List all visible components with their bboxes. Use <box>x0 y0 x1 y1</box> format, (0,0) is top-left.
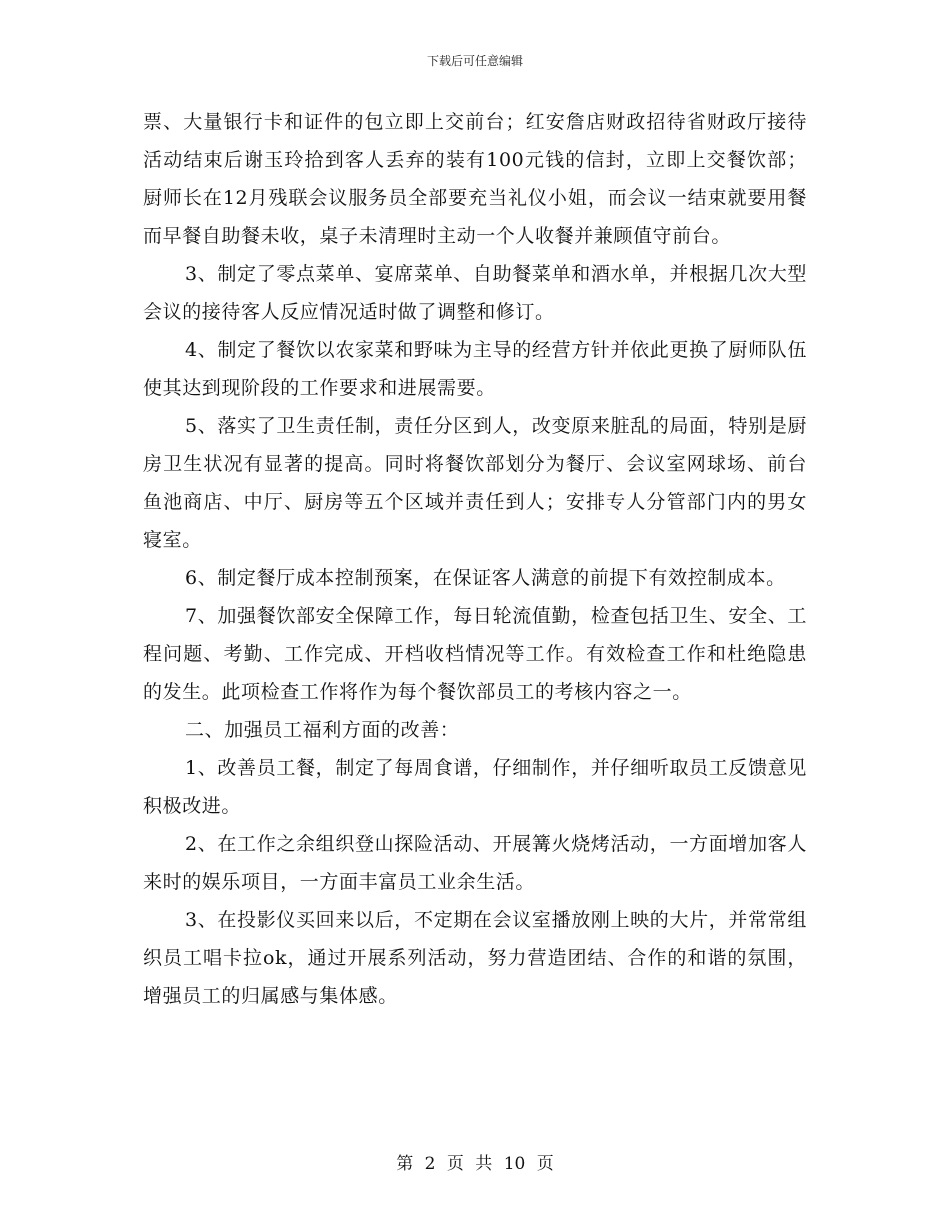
paragraph-item-4-policy: 4、制定了餐饮以农家菜和野味为主导的经营方针并依此更换了厨师队伍使其达到现阶段的工作要求和进展需要。 <box>143 339 807 399</box>
paragraph-welfare-1-meals: 1、改善员工餐，制定了每周食谱，仔细制作，并仔细听取员工反馈意见积极改进。 <box>143 757 807 817</box>
paragraph-item-6-cost: 6、制定餐厅成本控制预案，在保证客人满意的前提下有效控制成本。 <box>185 567 786 589</box>
paragraph-continuation: 票、大量银行卡和证件的包立即上交前台；红安詹店财政招待省财政厅接待活动结束后谢玉玲拾到客人丢弃的装有100元钱的信封，立即上交餐饮部；厨师长在12月残联会议服务员全部要充当礼仪小姐，而会议一结束就要用餐而早餐自助餐未收，桌子未清理时主动一个人收餐并兼顾值守前台。 <box>143 111 807 247</box>
paragraph-item-5-hygiene: 5、落实了卫生责任制，责任分区到人，改变原来脏乱的局面，特别是厨房卫生状况有显著的提高。同时将餐饮部划分为餐厅、会议室网球场、前台鱼池商店、中厅、厨房等五个区域并责任到人；安排专人分管部门内的男女寝室。 <box>143 415 807 551</box>
section-heading-welfare: 二、加强员工福利方面的改善： <box>185 719 460 741</box>
document-body <box>143 103 807 1015</box>
page-header: 下载后可任意编辑 <box>426 54 523 68</box>
paragraph-item-3-menus: 3、制定了零点菜单、宴席菜单、自助餐菜单和酒水单，并根据几次大型会议的接待客人反应情况适时做了调整和修订。 <box>143 263 807 323</box>
paragraph-welfare-3-projector: 3、在投影仪买回来以后，不定期在会议室播放刚上映的大片，并常常组织员工唱卡拉ok，通过开展系列活动，努力营造团结、合作的和谐的氛围，增强员工的归属感与集体感。 <box>143 909 807 1007</box>
page-number-footer: 第 2 页 共 10 页 <box>396 1154 554 1174</box>
paragraph-welfare-2-activities: 2、在工作之余组织登山探险活动、开展篝火烧烤活动，一方面增加客人来时的娱乐项目，一方面丰富员工业余生活。 <box>143 833 807 893</box>
paragraph-item-7-safety: 7、加强餐饮部安全保障工作，每日轮流值勤，检查包括卫生、安全、工程问题、考勤、工作完成、开档收档情况等工作。有效检查工作和杜绝隐患的发生。此项检查工作将作为每个餐饮部员工的考核内容之一。 <box>143 605 807 703</box>
